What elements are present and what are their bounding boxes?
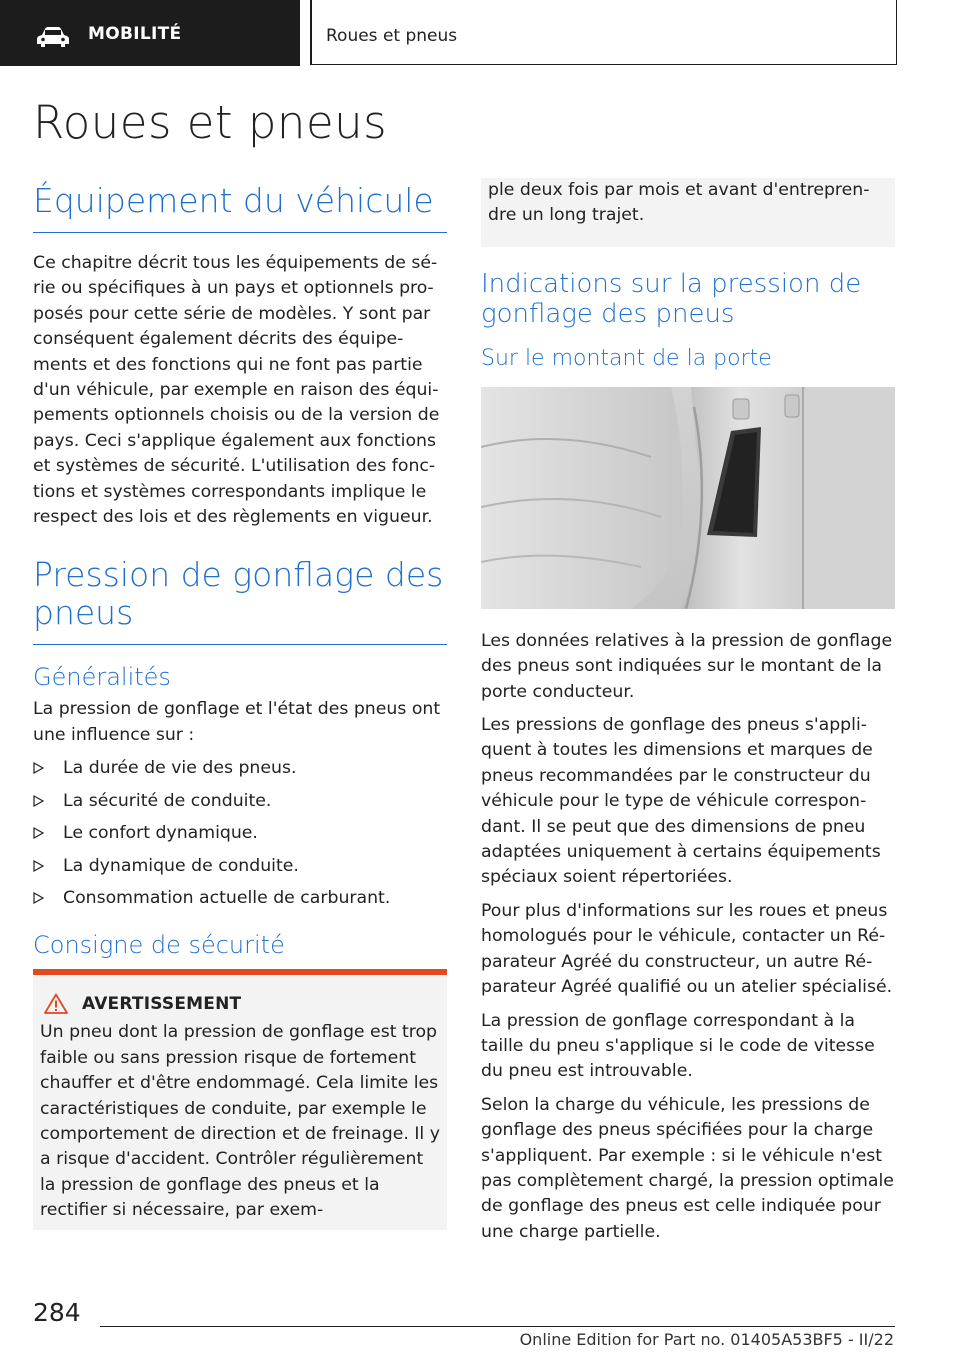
edition-text: Online Edition for Part no. 01405A53BF5 - II/22	[519, 1330, 894, 1349]
triangle-bullet-icon	[33, 795, 44, 807]
warning-triangle-icon	[44, 993, 68, 1014]
list-item: Le confort dynamique.	[33, 821, 447, 846]
page-title: Roues et pneus	[33, 96, 388, 149]
list-item: Consommation actuelle de carburant.	[33, 886, 447, 911]
warning-text: Un pneu dont la pression de gonflage est trop faible ou sans pression risque de fortement chauffer et d'être endommagé. Cela limite les caractéristiques de conduite, par exemple le comportement de direction et de freinage. Il y a risque d'accident. Contrôler régulièrement la pression de gonflage des pneus et la rectifier si nécessaire, par exem-	[40, 1022, 440, 1221]
heading-equipment: Équipement du véhicule	[33, 182, 447, 233]
influence-list	[33, 756, 447, 911]
warning-cont-text: ple deux fois par mois et avant d'entreprendre un long trajet.	[488, 180, 870, 226]
list-item: La dynamique de conduite.	[33, 854, 447, 879]
paragraph-3: Pour plus d'informations sur les roues et pneus homologués pour le véhicule, contacter un Réparateur Agréé du constructeur, un autre Réparateur Agréé qualifié ou un atelier spécialisé.	[481, 900, 893, 998]
triangle-bullet-icon	[33, 762, 44, 774]
heading-pressure: Pression de gonflage des pneus	[33, 556, 447, 645]
paragraph-4: La pression de gonflage correspondant à la taille du pneu s'applique si le code de vitesse du pneu est introuvable.	[481, 1010, 875, 1082]
list-item: La sécurité de conduite.	[33, 789, 447, 814]
section-label: MOBILITÉ	[88, 24, 182, 44]
page-number: 284	[33, 1298, 81, 1327]
list-item: La durée de vie des pneus.	[33, 756, 447, 781]
car-icon	[36, 26, 70, 48]
heading-indications: Indications sur la pression de gonflage des pneus	[481, 268, 862, 329]
right-column	[481, 182, 895, 1253]
equipment-text: Ce chapitre décrit tous les équipements de série ou spécifiques à un pays et optionnels proposés pour cette série de modèles. Y sont par conséquent également décrits des équipements et des fonctions qui ne font pas partie d'un véhicule, par exemple en raison des équipements optionnels choisis ou de la version de pays. Ceci s'applique également aux fonctions et systèmes de sécurité. L'utilisation des fonctions et systèmes correspondants implique le respect des lois et des règlements en vigueur.	[33, 253, 440, 528]
chapter-tab[interactable]	[310, 0, 897, 65]
heading-safety: Consigne de sécurité	[33, 931, 285, 960]
footer-divider	[100, 1326, 895, 1327]
general-text: La pression de gonflage et l'état des pneus ont une influence sur :	[33, 699, 441, 745]
left-column	[33, 182, 447, 1230]
warning-label: AVERTISSEMENT	[82, 993, 242, 1014]
triangle-bullet-icon	[33, 827, 44, 839]
paragraph-5: Selon la charge du véhicule, les pressions de gonflage des pneus spécifiées pour la charge s'appliquent. Par exemple : si le véhicule n'est pas complètement chargé, la pression optimale de gonflage des pneus est celle indiquée pour une charge partielle.	[481, 1094, 894, 1242]
paragraph-1: Les données relatives à la pression de gonflage des pneus sont indiquées sur le montant de la porte conducteur.	[481, 630, 893, 702]
door-pillar-photo	[481, 387, 895, 609]
chapter-label: Roues et pneus	[326, 26, 458, 46]
warning-header	[40, 993, 440, 1014]
triangle-bullet-icon	[33, 860, 44, 872]
paragraph-2: Les pressions de gonflage des pneus s'appliquent à toutes les dimensions et marques de pneus recommandées par le constructeur du véhicule pour le type de véhicule correspondant. Il se peut que des dimensions de pneu adaptées uniquement à certains équipements spéciaux soient répertoriées.	[481, 715, 881, 888]
warning-box	[33, 969, 447, 1229]
heading-door-pillar: Sur le montant de la porte	[481, 345, 772, 371]
warning-continuation	[481, 178, 895, 247]
heading-general: Généralités	[33, 663, 171, 692]
section-tab[interactable]	[0, 0, 300, 66]
triangle-bullet-icon	[33, 892, 44, 904]
